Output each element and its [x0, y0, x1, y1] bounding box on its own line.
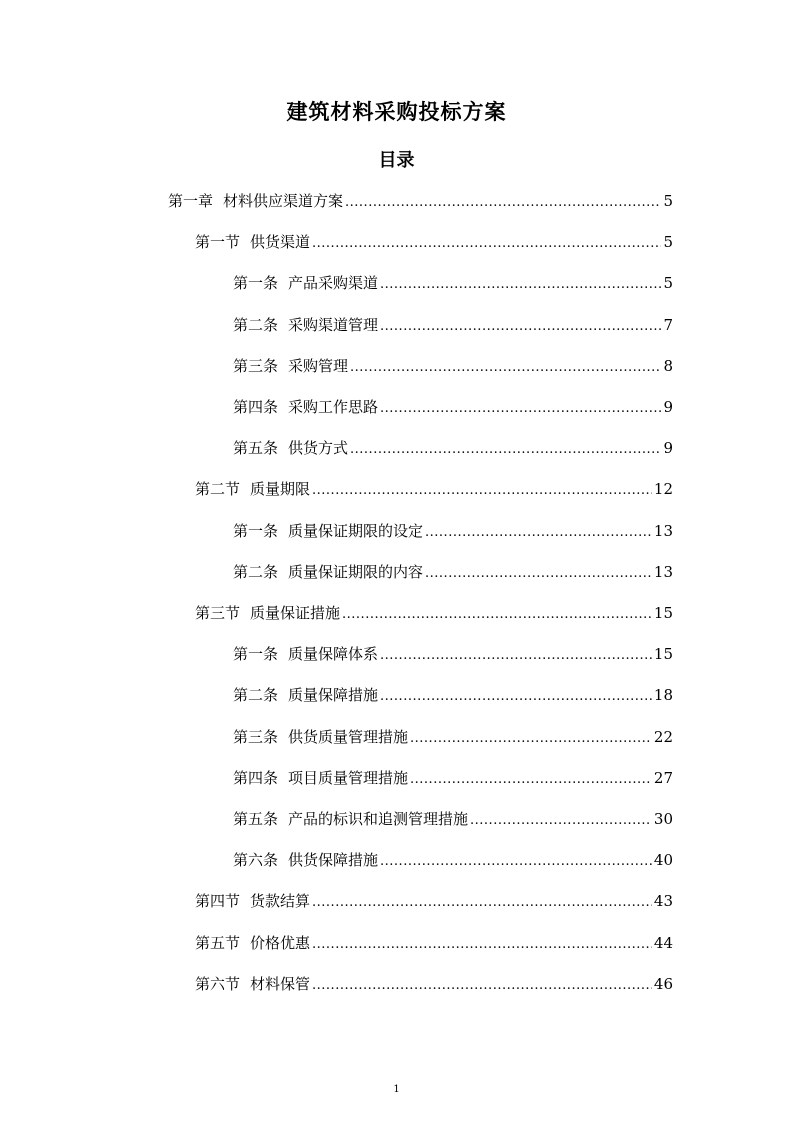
toc-entry-number: 第一条	[233, 521, 279, 540]
toc-entry-number: 第三条	[233, 727, 279, 746]
toc-dot-leader	[312, 232, 661, 252]
toc-entry-number: 第二条	[233, 315, 279, 334]
toc-entry-number: 第二节	[195, 480, 241, 499]
toc-entry-page: 5	[663, 233, 673, 252]
toc-dot-leader	[410, 727, 652, 747]
toc-entry-title: 产品采购渠道	[288, 274, 379, 293]
toc-entry-page: 8	[663, 356, 673, 375]
toc-entry[interactable]	[233, 267, 673, 293]
page-number: 1	[393, 1084, 400, 1095]
toc-entry-page: 46	[653, 974, 673, 993]
toc-entry-title: 供货渠道	[250, 233, 311, 252]
toc-dot-leader	[380, 273, 661, 293]
toc-heading: 目录	[378, 150, 415, 171]
toc-entry-title: 供货保障措施	[288, 851, 379, 870]
toc-entry-title: 供货方式	[288, 439, 349, 458]
toc-entry[interactable]	[195, 968, 673, 994]
toc-entry-title: 供货质量管理措施	[288, 727, 409, 746]
toc-entry-number: 第一节	[195, 233, 241, 252]
toc-entry-title: 采购工作思路	[288, 398, 379, 416]
toc-entry-number: 第一条	[233, 645, 279, 664]
toc-entry-number: 第一章	[168, 192, 214, 210]
toc-entry-page: 43	[653, 892, 673, 911]
toc-entry[interactable]	[195, 597, 673, 623]
toc-entry-title: 价格优惠	[250, 933, 311, 952]
toc-entry-number: 第四条	[233, 398, 279, 416]
toc-dot-leader	[342, 603, 652, 623]
document-title: 建筑材料采购投标方案	[286, 100, 507, 124]
toc-entry-title: 质量保证措施	[250, 604, 341, 622]
toc-entry-title: 质量保障体系	[288, 645, 379, 664]
toc-dot-leader	[380, 850, 652, 870]
toc-entry-page: 13	[653, 562, 673, 581]
toc-entry-number: 第五节	[195, 933, 241, 952]
toc-entry-page: 22	[653, 727, 673, 746]
toc-entry-title: 质量保障措施	[288, 686, 379, 705]
toc-entry-title: 采购渠道管理	[288, 315, 379, 334]
toc-entry-number: 第六条	[233, 851, 279, 870]
toc-entry-page: 13	[653, 521, 673, 540]
toc-entry-title: 货款结算	[250, 892, 311, 911]
toc-entry[interactable]	[233, 309, 673, 335]
toc-entry-title: 产品的标识和追测管理措施	[288, 810, 469, 828]
toc-entry-page: 7	[663, 315, 673, 334]
toc-entry[interactable]	[195, 473, 673, 499]
toc-dot-leader	[470, 809, 652, 829]
toc-entry-number: 第三节	[195, 604, 241, 622]
toc-entry-page: 5	[663, 274, 673, 293]
toc-entry[interactable]	[233, 721, 673, 747]
toc-entry-title: 质量保证期限的内容	[288, 562, 424, 581]
toc-entry-number: 第一条	[233, 274, 279, 293]
toc-dot-leader	[350, 438, 661, 458]
toc-dot-leader	[410, 768, 652, 788]
toc-entry[interactable]	[233, 638, 673, 664]
toc-dot-leader	[350, 356, 661, 376]
toc-entry-page: 12	[653, 480, 673, 499]
toc-entry-title: 质量期限	[250, 480, 311, 499]
toc-entry[interactable]	[195, 885, 673, 911]
toc-entry-title: 采购管理	[288, 356, 349, 375]
toc-entry-title: 材料保管	[250, 974, 311, 993]
toc-entry-number: 第四节	[195, 892, 241, 911]
toc-entry-page: 9	[663, 439, 673, 458]
toc-entry-page: 15	[653, 604, 673, 622]
toc-entry[interactable]	[233, 556, 673, 582]
toc-entry[interactable]	[233, 844, 673, 870]
toc-dot-leader	[380, 315, 661, 335]
toc-entry[interactable]	[233, 391, 673, 417]
toc-entry[interactable]	[195, 226, 673, 252]
toc-entry-number: 第四条	[233, 768, 279, 787]
toc-dot-leader	[425, 562, 652, 582]
toc-entry[interactable]	[233, 350, 673, 376]
toc-entry-page: 5	[663, 192, 673, 210]
toc-entry-title: 质量保证期限的设定	[288, 521, 424, 540]
toc-entry-page: 15	[653, 645, 673, 664]
toc-entry[interactable]	[233, 679, 673, 705]
toc-dot-leader	[312, 974, 652, 994]
toc-entry-page: 44	[653, 933, 673, 952]
toc-entry[interactable]	[168, 185, 673, 211]
toc-dot-leader	[425, 521, 652, 541]
toc-entry[interactable]	[233, 432, 673, 458]
toc-entry-title: 材料供应渠道方案	[223, 192, 344, 210]
toc-dot-leader	[312, 891, 652, 911]
toc-dot-leader	[380, 685, 652, 705]
toc-entry-page: 30	[653, 810, 673, 828]
toc-entry-number: 第五条	[233, 439, 279, 458]
toc-dot-leader	[380, 397, 661, 417]
toc-entry[interactable]	[233, 762, 673, 788]
toc-entry[interactable]	[233, 515, 673, 541]
toc-dot-leader	[380, 644, 652, 664]
toc-dot-leader	[345, 191, 661, 211]
toc-entry-page: 40	[653, 851, 673, 870]
toc-entry[interactable]	[195, 927, 673, 953]
toc-entry-title: 项目质量管理措施	[288, 768, 409, 787]
toc-entry-number: 第六节	[195, 974, 241, 993]
toc-entry-number: 第二条	[233, 562, 279, 581]
toc-entry[interactable]	[233, 803, 673, 829]
toc-entry-page: 27	[653, 768, 673, 787]
toc-entry-page: 18	[653, 686, 673, 705]
toc-entry-number: 第五条	[233, 810, 279, 828]
toc-entry-page: 9	[663, 398, 673, 416]
toc-dot-leader	[312, 479, 652, 499]
toc-entry-number: 第二条	[233, 686, 279, 705]
toc-dot-leader	[312, 933, 652, 953]
toc-entry-number: 第三条	[233, 356, 279, 375]
